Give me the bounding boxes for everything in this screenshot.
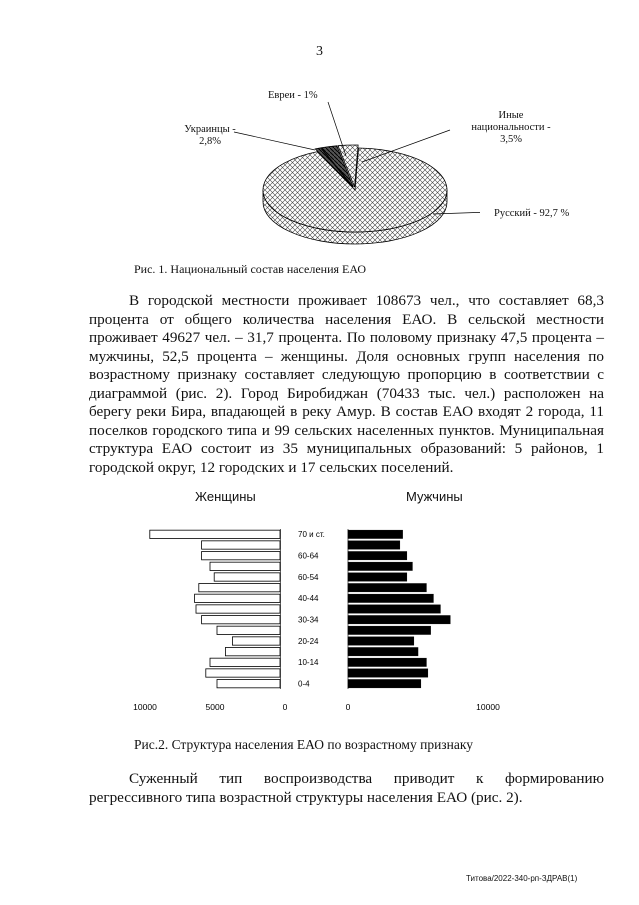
bar-male-12 [348,658,426,666]
population-pyramid [130,515,510,715]
bar-female-14 [217,680,280,688]
bar-female-12 [210,658,280,666]
bar-female-2 [202,552,280,560]
pie-label-other-line2: национальности - [471,122,551,133]
bar-female-4 [214,573,280,581]
bar-male-5 [348,584,426,592]
paragraph-1-text: В городской местности проживает 108673 чел., что составляет 68,3 процента от общего количества населения ЕАО. В сельской местности проживает 49627 чел. – 31,7 процента. По половому признаку 47,5 процента – мужчины, 52,5 процента – женщины. Доля основных групп населения по возрастному признаку составляет следующую пропорцию в соответствии с диаграммой (рис. 2). Город Биробиджан (70433 тыс. чел.) расположен на берегу реки Бира, впадающей в реку Амур. В состав ЕАО входят 2 города, 11 поселков городского типа и 99 сельских населенных пунктов. Муниципальная структура ЕАО состоит из 35 муниципальных образований: 5 районов, 1 городской округ, 12 городских и 17 сельских поселений. [89,292,604,476]
pie-label-ukrainians-value: 2,8% [199,136,221,147]
male-axis-tick: 10000 [476,702,500,712]
figure-1-caption: Рис. 1. Национальный состав населения ЕАО [134,262,367,276]
bar-male-6 [348,594,433,602]
bar-female-10 [232,637,280,645]
female-axis-tick: 5000 [205,702,225,712]
age-group-label: 40-44 [298,594,319,604]
bar-female-13 [206,669,280,677]
bar-female-1 [202,541,280,549]
age-group-label: 30-34 [298,615,319,625]
age-group-label: 0-4 [298,679,310,689]
pie-label-ukrainians [170,124,250,148]
figure-2-caption: Рис.2. Структура населения ЕАО по возрастному признаку [134,737,473,752]
bar-female-6 [195,594,280,602]
female-axis-tick: 10000 [133,702,157,712]
pie-label-other [456,110,566,146]
bar-male-4 [348,573,407,581]
page-number: 3 [316,44,323,59]
bar-male-14 [348,680,421,688]
pie-label-other-value: 3,5% [500,134,522,145]
bar-male-2 [348,552,407,560]
age-group-label: 20-24 [298,636,319,646]
paragraph-2 [89,770,604,807]
pie-chart [150,80,480,255]
pie-label-other-line1: Иные [498,110,524,121]
bar-male-11 [348,648,418,656]
bar-male-9 [348,626,431,634]
age-group-label: 60-54 [298,572,319,582]
bar-male-8 [348,616,450,624]
bar-female-7 [196,605,280,613]
age-group-label: 70 и ст. [298,530,325,540]
bar-male-3 [348,562,412,570]
bar-female-3 [210,562,280,570]
pyramid-title-female: Женщины [195,489,256,504]
male-axis-tick: 0 [345,702,351,712]
bar-female-5 [199,584,280,592]
bar-male-13 [348,669,428,677]
footer-code: Титова/2022-340-рп-ЗДРАВ(1) [466,874,578,883]
female-axis-tick: 0 [282,702,288,712]
bar-female-9 [217,626,280,634]
bar-male-1 [348,541,400,549]
bar-female-0 [150,530,280,538]
pie-label-ukrainians-name: Украинцы - [184,124,236,135]
bar-male-10 [348,637,414,645]
pie-label-jews: Евреи - 1% [268,90,318,101]
bar-male-0 [348,530,403,538]
age-group-label: 10-14 [298,658,319,668]
age-group-label: 60-64 [298,551,319,561]
pyramid-title-male: Мужчины [406,489,463,504]
bar-male-7 [348,605,440,613]
pie-label-russian: Русский - 92,7 % [494,208,570,219]
paragraph-2-text: Суженный тип воспроизводства приводит к формированию регрессивного типа возрастной структуры населения ЕАО (рис. 2). [89,770,604,806]
bar-female-8 [202,616,280,624]
paragraph-1 [89,292,604,477]
bar-female-11 [225,648,280,656]
